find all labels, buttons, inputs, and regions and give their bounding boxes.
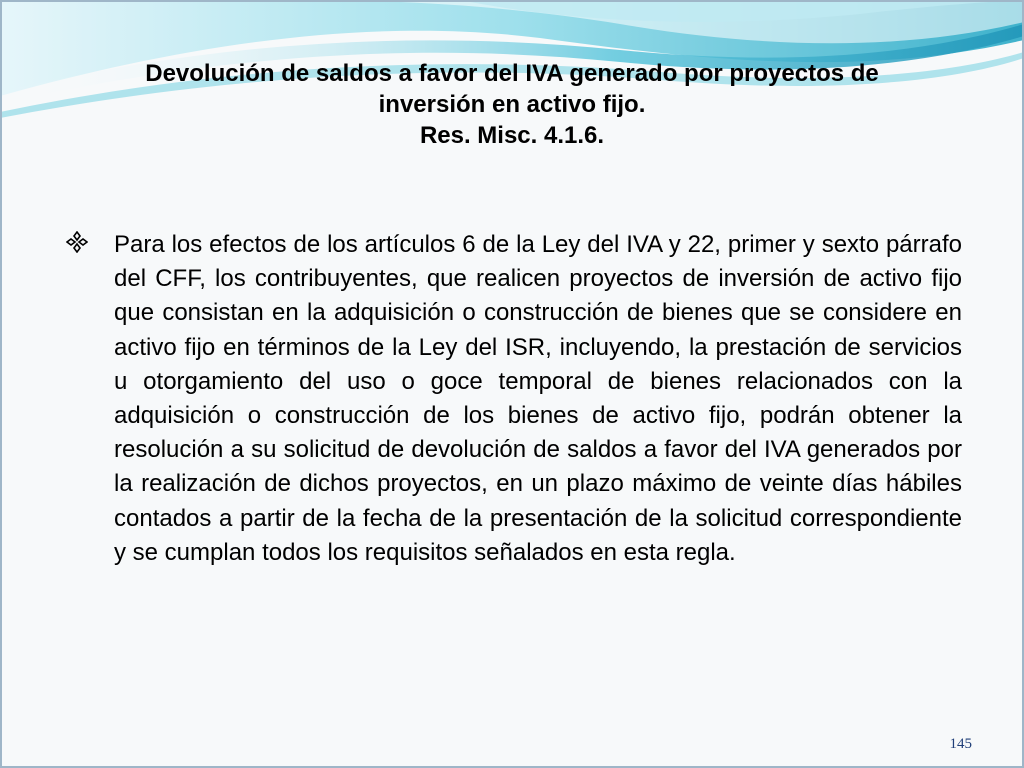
slide-title — [60, 58, 964, 151]
title-line-3: Res. Misc. 4.1.6. — [419, 122, 605, 149]
page-number: 145 — [949, 736, 972, 752]
title-line-2: inversión en activo fijo. — [378, 91, 646, 118]
title-line-1: Devolución de saldos a favor del IVA generado por proyectos de — [145, 60, 879, 87]
bullet-text: Para los efectos de los artículos 6 de la Ley del IVA y 22, primer y sexto párrafo del CFF, los contribuyentes, que realicen proyectos de inversión de activo fijo que consistan en la adquisición o construcción de bienes que se considere en activo fijo en términos de la Ley del ISR, incluyendo, la prestación de servicios u otorgamiento del uso o goce temporal de bienes relacionados con la adquisición o construcción de los bienes de activo fijo, podrán obtener la resolución a su solicitud de devolución de saldos a favor del IVA generados por la realización de dichos proyectos, en un plazo máximo de veinte días hábiles contados a partir de la fecha de la presentación de la solicitud correspondiente y se cumplan todos los requisitos señalados en esta regla. — [114, 231, 962, 566]
bullet-item — [66, 228, 962, 570]
four-diamond-bullet-icon — [66, 231, 88, 253]
